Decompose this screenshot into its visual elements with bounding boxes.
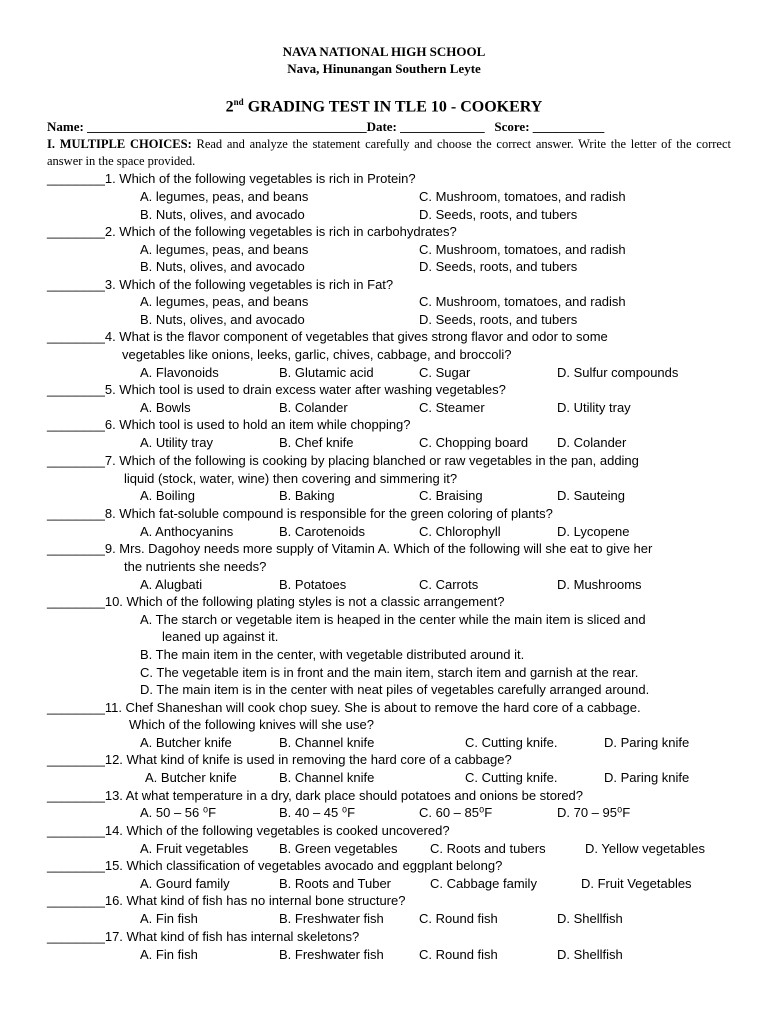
- option: D. 70 – 95⁰F: [557, 805, 631, 820]
- option: B. Channel knife: [279, 770, 375, 785]
- question-14: ________14. Which of the following vegetables is cooked uncovered?: [47, 823, 450, 838]
- option: A. Butcher knife: [140, 735, 232, 750]
- option: A. legumes, peas, and beans: [140, 294, 309, 309]
- instructions-text: Read and analyze the statement carefully and choose the correct answer. Write the letter of the correct answer in the space provided.: [47, 137, 731, 168]
- option: B. Glutamic acid: [279, 365, 374, 380]
- option: C. Round fish: [419, 947, 498, 962]
- question-11: ________11. Chef Shaneshan will cook chop suey. She is about to remove the hard core of a cabbage.: [47, 700, 641, 715]
- question-7: ________7. Which of the following is cooking by placing blanched or raw vegetables in the pan, adding: [47, 453, 639, 468]
- option: A. legumes, peas, and beans: [140, 189, 309, 204]
- question-16: ________16. What kind of fish has no internal bone structure?: [47, 893, 406, 908]
- option: D. Shellfish: [557, 947, 623, 962]
- option: D. Paring knife: [604, 735, 690, 750]
- option: A. Gourd family: [140, 876, 230, 891]
- question-7-continued: liquid (stock, water, wine) then covering and simmering it?: [124, 471, 458, 486]
- option-continued: leaned up against it.: [162, 629, 279, 644]
- question-4: ________4. What is the flavor component of vegetables that gives strong flavor and odor to some: [47, 329, 608, 344]
- option: A. Boiling: [140, 488, 195, 503]
- question-1: ________1. Which of the following vegetables is rich in Protein?: [47, 171, 416, 186]
- school-address: Nava, Hinunangan Southern Leyte: [287, 61, 481, 76]
- option: B. Potatoes: [279, 577, 347, 592]
- option: B. Chef knife: [279, 435, 354, 450]
- option: D. Sulfur compounds: [557, 365, 679, 380]
- option: D. Seeds, roots, and tubers: [419, 207, 578, 222]
- section-label: I. MULTIPLE CHOICES:: [47, 137, 192, 151]
- option: C. Chopping board: [419, 435, 529, 450]
- option: D. Fruit Vegetables: [581, 876, 692, 891]
- question-10: ________10. Which of the following plating styles is not a classic arrangement?: [47, 594, 505, 609]
- title-rest: GRADING TEST IN TLE 10 - COOKERY: [243, 98, 543, 116]
- question-9-continued: the nutrients she needs?: [124, 559, 267, 574]
- question-9: ________9. Mrs. Dagohoy needs more supply of Vitamin A. Which of the following will she eat to give her: [47, 541, 653, 556]
- option: C. 60 – 85⁰F: [419, 805, 493, 820]
- option: D. Mushrooms: [557, 577, 642, 592]
- question-17: ________17. What kind of fish has internal skeletons?: [47, 929, 360, 944]
- option: B. Roots and Tuber: [279, 876, 392, 891]
- question-8: ________8. Which fat-soluble compound is responsible for the green coloring of plants?: [47, 506, 553, 521]
- question-2: ________2. Which of the following vegetables is rich in carbohydrates?: [47, 224, 457, 239]
- option: B. Green vegetables: [279, 841, 398, 856]
- option: A. Fin fish: [140, 947, 198, 962]
- option: B. Carotenoids: [279, 524, 365, 539]
- option: C. Steamer: [419, 400, 485, 415]
- option: B. Nuts, olives, and avocado: [140, 207, 305, 222]
- school-name: NAVA NATIONAL HIGH SCHOOL: [282, 44, 486, 59]
- option: C. Round fish: [419, 911, 498, 926]
- question-13: ________13. At what temperature in a dry, dark place should potatoes and onions be stored?: [47, 788, 584, 803]
- test-title: [0, 97, 768, 116]
- option: B. Freshwater fish: [279, 947, 384, 962]
- option: B. Channel knife: [279, 735, 375, 750]
- option: A. Alugbati: [140, 577, 203, 592]
- option: C. Chlorophyll: [419, 524, 501, 539]
- option: D. Paring knife: [604, 770, 690, 785]
- option: C. Carrots: [419, 577, 479, 592]
- option: C. Mushroom, tomatoes, and radish: [419, 189, 626, 204]
- option: C. The vegetable item is in front and the main item, starch item and garnish at the rear.: [140, 665, 639, 680]
- option: D. Sauteing: [557, 488, 625, 503]
- option: C. Sugar: [419, 365, 471, 380]
- question-15: ________15. Which classification of vegetables avocado and eggplant belong?: [47, 858, 503, 873]
- option: A. Fin fish: [140, 911, 198, 926]
- option: A. Fruit vegetables: [140, 841, 249, 856]
- option: B. Freshwater fish: [279, 911, 384, 926]
- option: B. Colander: [279, 400, 348, 415]
- option: D. Seeds, roots, and tubers: [419, 259, 578, 274]
- option: D. Shellfish: [557, 911, 623, 926]
- option: D. Utility tray: [557, 400, 631, 415]
- option: C. Mushroom, tomatoes, and radish: [419, 294, 626, 309]
- option: D. Seeds, roots, and tubers: [419, 312, 578, 327]
- question-6: ________6. Which tool is used to hold an item while chopping?: [47, 417, 411, 432]
- question-12: ________12. What kind of knife is used in removing the hard core of a cabbage?: [47, 752, 512, 767]
- option: B. Nuts, olives, and avocado: [140, 312, 305, 327]
- title-ordinal: 2: [225, 98, 234, 116]
- question-4-continued: vegetables like onions, leeks, garlic, chives, cabbage, and broccoli?: [122, 347, 512, 362]
- option: A. Anthocyanins: [140, 524, 234, 539]
- option: C. Roots and tubers: [430, 841, 546, 856]
- option: A. Bowls: [140, 400, 191, 415]
- section-instructions: [47, 136, 731, 170]
- option: A. Utility tray: [140, 435, 213, 450]
- option: D. Yellow vegetables: [585, 841, 705, 856]
- question-3: ________3. Which of the following vegetables is rich in Fat?: [47, 277, 394, 292]
- option: B. The main item in the center, with vegetable distributed around it.: [140, 647, 525, 662]
- option: A. Butcher knife: [145, 770, 237, 785]
- option: B. 40 – 45 ⁰F: [279, 805, 356, 820]
- name-date-score-line: Name: ___________________________________________Date: _____________ Score: ___________: [47, 119, 605, 134]
- option: D. Colander: [557, 435, 627, 450]
- option: A. 50 – 56 ⁰F: [140, 805, 217, 820]
- option: D. The main item is in the center with neat piles of vegetables carefully arranged around.: [140, 682, 650, 697]
- option: A. Flavonoids: [140, 365, 219, 380]
- question-5: ________5. Which tool is used to drain excess water after washing vegetables?: [47, 382, 506, 397]
- option: B. Nuts, olives, and avocado: [140, 259, 305, 274]
- option: C. Cutting knife.: [465, 735, 558, 750]
- option: C. Mushroom, tomatoes, and radish: [419, 242, 626, 257]
- option: A. The starch or vegetable item is heaped in the center while the main item is sliced and: [140, 612, 646, 627]
- option: B. Baking: [279, 488, 335, 503]
- option: A. legumes, peas, and beans: [140, 242, 309, 257]
- question-11-continued: Which of the following knives will she use?: [129, 717, 374, 732]
- option: C. Cutting knife.: [465, 770, 558, 785]
- title-ordinal-suffix: nd: [233, 97, 244, 107]
- option: C. Braising: [419, 488, 483, 503]
- option: C. Cabbage family: [430, 876, 537, 891]
- option: D. Lycopene: [557, 524, 630, 539]
